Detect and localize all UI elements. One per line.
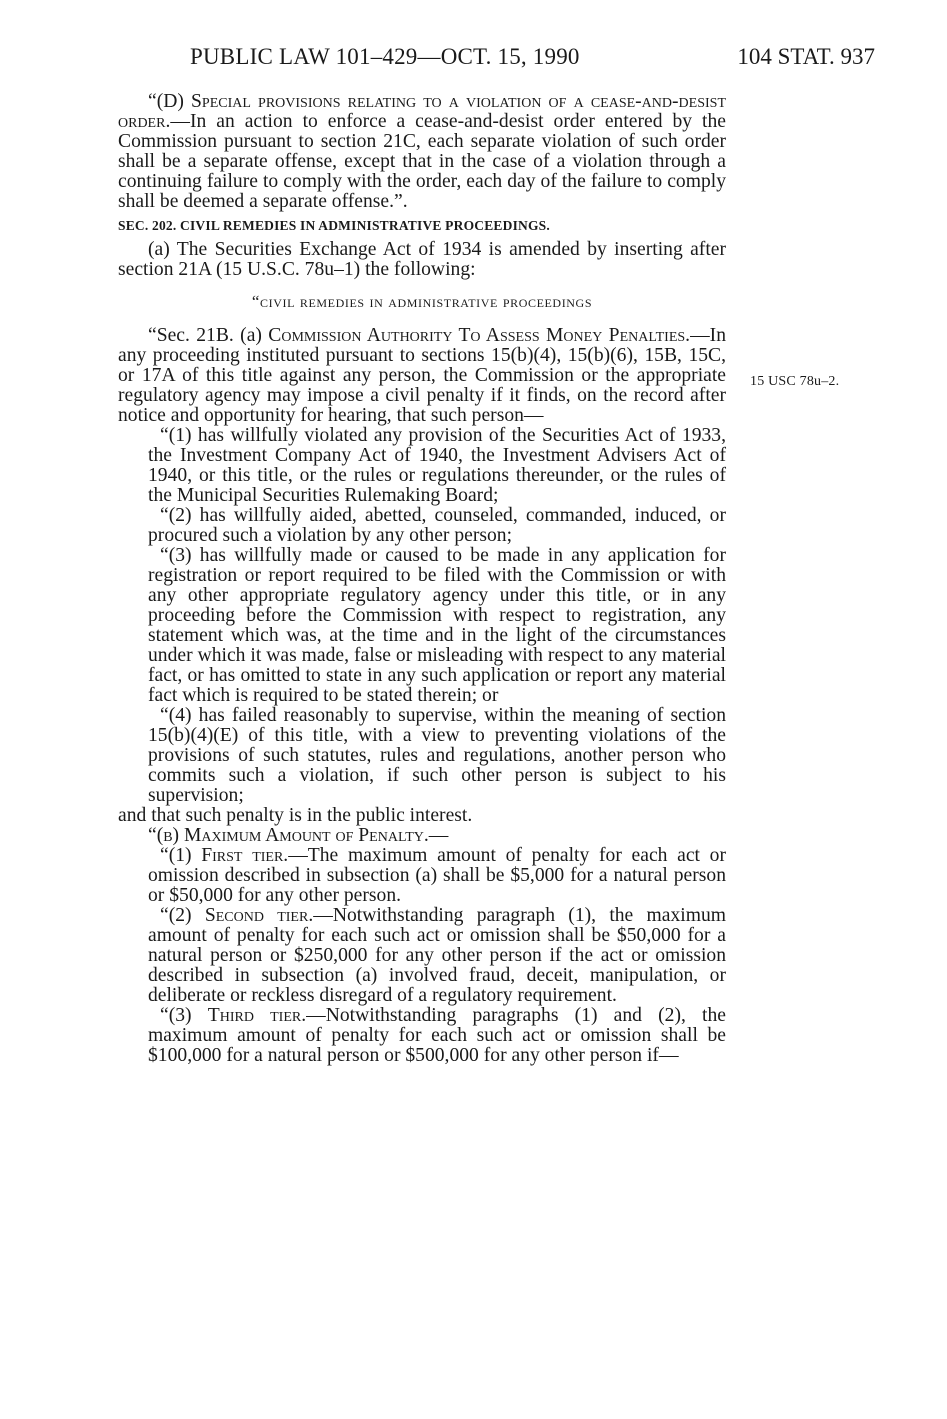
public-interest-clause: and that such penalty is in the public interest. (118, 805, 473, 826)
penalty-tiers (118, 846, 726, 1066)
section-21b-heading: Commission Authority To Assess Money Penalties. (268, 325, 691, 346)
paragraph-d-text: —In an action to enforce a cease-and-desist order entered by the Commission pursuant to section 21C, each separate violation of such order shall be a separate offense, except that in the case of a violation through a continuing failure to comply with the order, each day of the failure to comply shall be deemed a separate offense.”. (118, 111, 726, 212)
list-item: “(1) has willfully violated any provision of the Securities Act of 1933, the Investment Company Act of 1940, the Investment Advisers Act of 1940, or this title, or the rules or regulations thereunder, or the rules of the Municipal Securities Rulemaking Board; (148, 425, 726, 506)
violation-list (118, 426, 726, 806)
section-21b-subsection-a (118, 326, 726, 426)
running-head-title: PUBLIC LAW 101–429—OCT. 15, 1990 (190, 44, 580, 69)
tier-text: —Notwithstanding paragraph (1), the maximum amount of penalty for each such act or omission shall be $50,000 for a natural person or $250,000 for any other person if the act or omission described in subsection (a) involved fraud, deceit, manipulation, or deliberate or reckless disregard of a regulatory requirement. (148, 905, 726, 1006)
paragraph-d-heading: “(D) Special provisions relating to a violation of a cease-and-desist order. (118, 91, 726, 132)
inserted-section-center-heading: “civil remedies in administrative proceedings (251, 292, 593, 311)
section-202-heading: SEC. 202. CIVIL REMEDIES IN ADMINISTRATIVE PROCEEDINGS. (118, 218, 550, 233)
tier-text: —The maximum amount of penalty for each act or omission described in subsection (a) shall be $5,000 for a natural person or $50,000 for any other person. (148, 845, 726, 906)
tier-name: First tier. (201, 845, 289, 866)
tier-item (148, 846, 726, 906)
tier-label: “(3) (160, 1005, 192, 1026)
section-202-text: (a) The Securities Exchange Act of 1934 is amended by inserting after section 21A (15 U.S.C. 78u–1) the following: (118, 239, 726, 280)
tier-label: “(2) (160, 905, 192, 926)
paragraph-d (118, 92, 726, 212)
tier-name: Third tier. (207, 1005, 307, 1026)
statute-body (118, 92, 726, 1066)
section-21b-label: “Sec. 21B. (a) (148, 325, 262, 346)
tier-label: “(1) (160, 845, 192, 866)
subsection-b-heading: “(b) Maximum Amount of Penalty.— (148, 825, 449, 846)
section-21b-text: —In any proceeding instituted pursuant to sections 15(b)(4), 15(b)(6), 15B, 15C, or 17A of this title against any person, the Commission or the appropriate regulatory agency may impose a civil penalty if it finds, on the record after notice and opportunity for hearing, that such person— (118, 325, 726, 426)
margin-citation-note: 15 USC 78u–2. (750, 374, 840, 389)
tier-item (148, 1006, 726, 1066)
list-item: “(4) has failed reasonably to supervise, within the meaning of section 15(b)(4)(E) of this title, with a view to preventing violations of the provisions of such statutes, rules and regulations, another person who commits such a violation, if such other person is subject to his supervision; (148, 705, 726, 806)
list-item: “(2) has willfully aided, abetted, counseled, commanded, induced, or procured such a violation by any other person; (148, 505, 726, 546)
tier-item (148, 906, 726, 1006)
running-head-stat-page: 104 STAT. 937 (737, 44, 875, 69)
tier-text: —Notwithstanding paragraphs (1) and (2), the maximum amount of penalty for each such act or omission shall be $100,000 for a natural person or $500,000 for any other person if— (148, 1005, 726, 1066)
tier-name: Second tier. (204, 905, 314, 926)
list-item: “(3) has willfully made or caused to be made in any application for registration or report required to be filed with the Commission or with any other appropriate regulatory agency under this title, or in any proceeding before the Commission with respect to registration, any statement which was, at the time and in the light of the circumstances under which it was made, false or misleading with respect to any material fact, or has omitted to state in any such application or report any material fact which is required to be stated therein; or (148, 545, 726, 706)
